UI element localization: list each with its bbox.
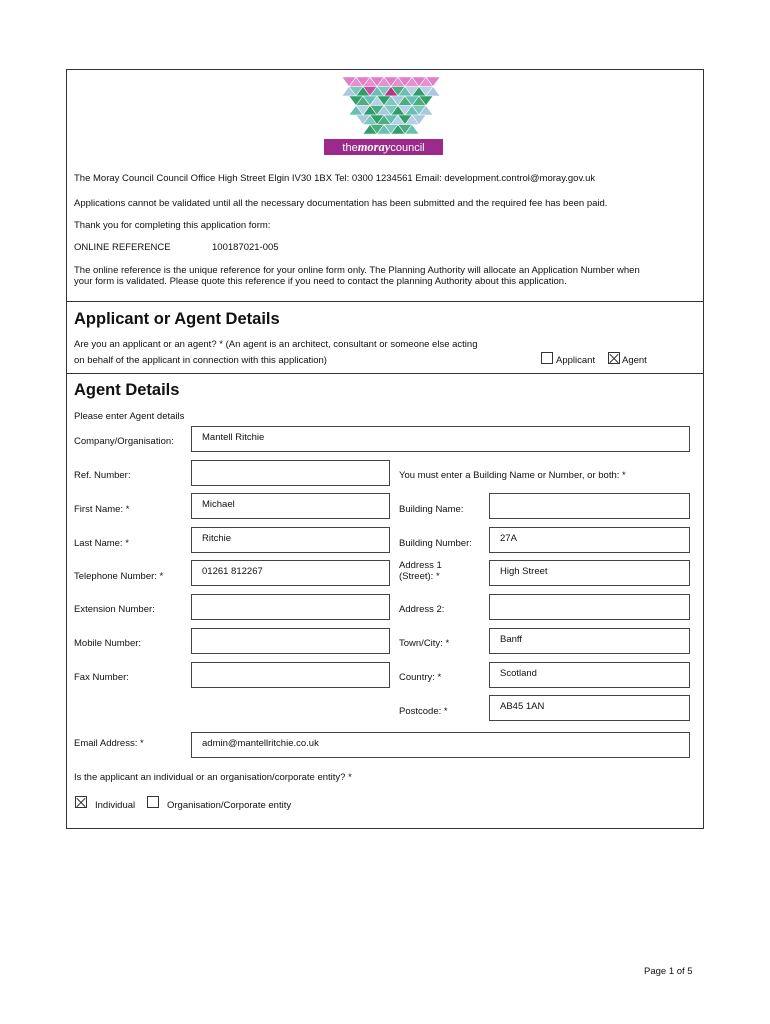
online-reference-label: ONLINE REFERENCE — [74, 242, 171, 253]
building-number-label: Building Number: — [399, 538, 472, 549]
address1-label-line2: (Street): * — [399, 571, 440, 582]
thanks-text: Thank you for completing this application form: — [74, 220, 271, 231]
validation-note: Applications cannot be validated until all the necessary documentation has been submitted and the required fee has been paid. — [74, 198, 608, 209]
section-divider — [66, 373, 704, 374]
address2-label: Address 2: — [399, 604, 445, 615]
agent-details-title: Agent Details — [74, 381, 180, 399]
moray-council-logo — [341, 76, 441, 136]
entity-question: Is the applicant an individual or an organisation/corporate entity? * — [74, 772, 352, 783]
postcode-label: Postcode: * — [399, 706, 448, 717]
logo-the: the — [342, 142, 358, 154]
logo-moray: moray — [357, 140, 391, 154]
country-label: Country: * — [399, 672, 442, 683]
first-name-field[interactable] — [191, 493, 390, 519]
applicant-agent-question-line1: Are you an applicant or an agent? * (An agent is an architect, consultant or someone else acting — [74, 339, 478, 350]
agent-details-intro: Please enter Agent details — [74, 411, 185, 422]
building-name-field[interactable] — [489, 493, 690, 519]
building-number-field[interactable] — [489, 527, 690, 553]
extension-field[interactable] — [191, 594, 390, 620]
triangle-pattern-icon — [341, 76, 441, 136]
extension-label: Extension Number: — [74, 604, 155, 615]
building-name-label: Building Name: — [399, 504, 464, 515]
company-field[interactable] — [191, 426, 690, 452]
postcode-field[interactable] — [489, 695, 690, 721]
ref-number-label: Ref. Number: — [74, 470, 131, 481]
reference-note-line1: The online reference is the unique reference for your online form only. The Planning Authority will allocate an Application Number when — [74, 265, 640, 276]
town-value: Banff — [500, 634, 523, 645]
ref-number-field[interactable] — [191, 460, 390, 486]
postcode-value: AB45 1AN — [500, 701, 545, 712]
agent-option-label: Agent — [622, 355, 647, 366]
fax-label: Fax Number: — [74, 672, 129, 683]
mobile-label: Mobile Number: — [74, 638, 142, 649]
logo-wordmark — [324, 139, 443, 155]
fax-field[interactable] — [191, 662, 390, 688]
last-name-value: Ritchie — [202, 533, 232, 544]
applicant-checkbox[interactable] — [541, 352, 553, 364]
logo-council: council — [390, 142, 425, 154]
address2-field[interactable] — [489, 594, 690, 620]
section-divider — [66, 301, 704, 302]
applicant-agent-title: Applicant or Agent Details — [74, 310, 280, 328]
organisation-checkbox[interactable] — [147, 796, 159, 808]
country-field[interactable] — [489, 662, 690, 688]
town-field[interactable] — [489, 628, 690, 654]
telephone-value: 01261 812267 — [202, 566, 263, 577]
last-name-field[interactable] — [191, 527, 390, 553]
applicant-option-label: Applicant — [556, 355, 596, 366]
individual-checkbox[interactable] — [75, 796, 87, 808]
mobile-field[interactable] — [191, 628, 390, 654]
company-label: Company/Organisation: — [74, 436, 174, 447]
reference-note-line2: your form is validated. Please quote this reference if you need to contact the planning Authority about this application. — [74, 276, 567, 287]
email-value: admin@mantellritchie.co.uk — [202, 738, 319, 749]
council-address: The Moray Council Council Office High Street Elgin IV30 1BX Tel: 0300 1234561 Email: development.control@moray.gov.uk — [74, 173, 596, 184]
address1-value: High Street — [500, 566, 548, 577]
company-value: Mantell Ritchie — [202, 432, 265, 443]
address1-label-line1: Address 1 — [399, 560, 442, 571]
agent-checkbox[interactable] — [608, 352, 620, 364]
first-name-value: Michael — [202, 499, 235, 510]
address1-field[interactable] — [489, 560, 690, 586]
telephone-label: Telephone Number: * — [74, 571, 164, 582]
online-reference-value: 100187021-005 — [212, 242, 279, 253]
first-name-label: First Name: * — [74, 504, 130, 515]
email-field[interactable] — [191, 732, 690, 758]
town-label: Town/City: * — [399, 638, 450, 649]
country-value: Scotland — [500, 668, 537, 679]
building-number-value: 27A — [500, 533, 517, 544]
building-note: You must enter a Building Name or Number, or both: * — [399, 470, 626, 481]
email-label: Email Address: * — [74, 738, 144, 749]
organisation-option-label: Organisation/Corporate entity — [167, 800, 292, 811]
page-number: Page 1 of 5 — [644, 966, 693, 977]
individual-option-label: Individual — [95, 800, 136, 811]
applicant-agent-question-line2: on behalf of the applicant in connection with this application) — [74, 355, 327, 366]
last-name-label: Last Name: * — [74, 538, 129, 549]
telephone-field[interactable] — [191, 560, 390, 586]
